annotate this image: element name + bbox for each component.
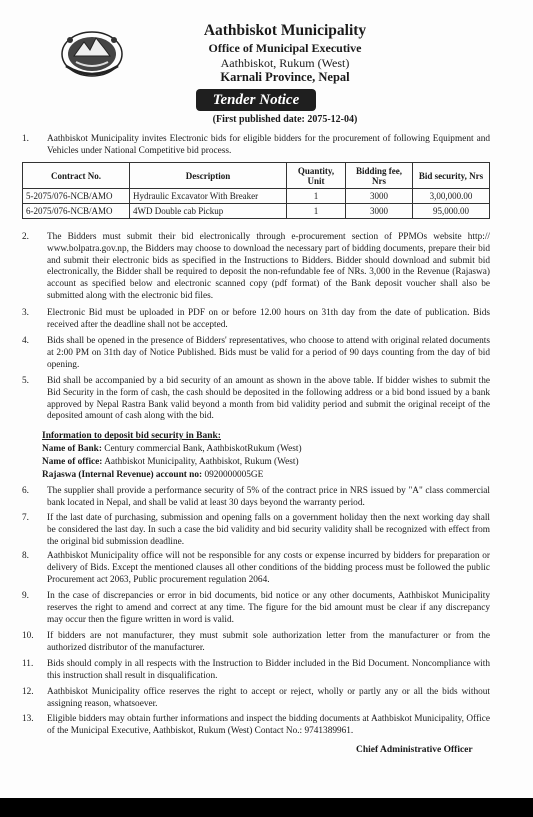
item-text: In the case of discrepancies or error in bid documents, bid notice or any other documents, Aathbiskot Municipality reserves the right to amend and correct at any time. The figure for the bid amount must be clear if any discrepancy may occur then the figure written in word is valid. xyxy=(47,591,490,625)
account-label: Rajaswa (Internal Revenue) account no: xyxy=(42,470,203,480)
item-number: 13. xyxy=(22,714,34,724)
published-date: (First published date: 2075-12-04) xyxy=(212,114,358,125)
table-cell: 1 xyxy=(287,204,346,219)
office-name: Office of Municipal Executive xyxy=(208,41,362,55)
item-number: 6. xyxy=(22,486,29,496)
column-header: Quantity, Unit xyxy=(287,163,346,189)
item-number: 8. xyxy=(22,551,29,561)
table-cell: 6-2075/076-NCB/AMO xyxy=(23,204,130,219)
item-number: 5. xyxy=(22,376,29,386)
item-text: The Bidders must submit their bid electronically through e-procurement section of PPMOs website http:// www.bolpatra.gov.np, the Bidders may choose to download the necessary part of bidding documents, prepare their bid and submit their electronic bids as specified in the Instructions to Bidders. Bidder should download and submit bid electronically, the Bidder shall be required to deposit the non-refundable fee of NRs. 3,000 in the Revenue (Rajaswa) account as specified below and electronic scanned copy (pdf format) of the Bank deposit voucher shall also be submitted along with the electronic bid files. xyxy=(47,232,490,301)
column-header: Bidding fee, Nrs xyxy=(346,163,413,189)
bank-name-label: Name of Bank: xyxy=(42,444,102,454)
item-text: Electronic Bid must be uploaded in PDF on or before 12.00 hours on 31th day from the date of publication. Bids received after the deadline shall not be accepted. xyxy=(47,308,490,330)
item-number: 4. xyxy=(22,336,29,346)
item-text: Aathbiskot Municipality office will not be responsible for any costs or expense incurred by bidders for preparation or delivery of Bids. Except the mentioned clauses all other conditions of the bidding process must be followed the public Procurement act 2063, Public procurement regulation 2064. xyxy=(47,551,490,585)
item-number: 2. xyxy=(22,232,29,242)
item-text: Aathbiskot Municipality invites Electronic bids for eligible bidders for the procurement of following Equipment and Vehicles under National Competitive bid process. xyxy=(47,134,490,156)
item-text: Bids should comply in all respects with the Instruction to Bidder included in the Bid Document. Noncompliance with this instruction shall result in disqualification. xyxy=(47,659,490,681)
bank-account-line xyxy=(42,470,263,482)
item-text: Aathbiskot Municipality office reserves the right to accept or reject, wholly or partly any or all the bids without assigning reason, whatsoever. xyxy=(47,687,490,709)
column-header: Bid security, Nrs xyxy=(413,163,490,189)
item-number: 9. xyxy=(22,591,29,601)
office-location: Aathbiskot, Rukum (West) xyxy=(220,56,350,70)
province-name: Karnali Province, Nepal xyxy=(220,70,350,84)
bank-office-line xyxy=(42,457,299,469)
item-text: If the last date of purchasing, submission and opening falls on a government holiday then the next working day shall be considered the last day. In such a case the bid validity and bid security validity shall be recognized with effect from the original bid submission deadline. xyxy=(47,513,490,547)
column-header: Contract No. xyxy=(23,163,130,189)
item-text: The supplier shall provide a performance security of 5% of the contract price in NRS issued by "A" class commercial bank located in Nepal, and shall be valid at least 30 days beyond the warranty period. xyxy=(47,486,490,508)
item-number: 3. xyxy=(22,308,29,318)
item-number: 1. xyxy=(22,134,29,144)
bank-name-line xyxy=(42,444,302,456)
item-number: 10. xyxy=(22,631,34,641)
office-value: Aathbiskot Municipality, Aathbiskot, Rukum (West) xyxy=(104,457,299,467)
table-cell: 3,00,000.00 xyxy=(413,189,490,204)
item-number: 7. xyxy=(22,513,29,523)
bid-table xyxy=(22,162,490,219)
account-value: 0920000005GE xyxy=(204,470,264,480)
table-header-row xyxy=(23,163,490,189)
table-cell: 5-2075/076-NCB/AMO xyxy=(23,189,130,204)
bank-info-heading: Information to deposit bid security in Bank: xyxy=(42,431,221,441)
office-label: Name of office: xyxy=(42,457,103,467)
signature-title: Chief Administrative Officer xyxy=(356,745,473,755)
table-cell: 3000 xyxy=(346,204,413,219)
item-text: Bid shall be accompanied by a bid security of an amount as shown in the above table. If bidder wishes to submit the Bid Security in the form of cash, the cash should be deposited in the following address or a bid bond issued by a bank approved by Nepal Rastra Bank valid beyond a month from bid validity period and submit the original receipt of the deposited amount of cash along with the bid. xyxy=(47,376,490,422)
municipality-name: Aathbiskot Municipality xyxy=(203,22,367,39)
item-number: 12. xyxy=(22,687,34,697)
table-cell: Hydraulic Excavator With Breaker xyxy=(130,189,287,204)
item-number: 11. xyxy=(22,659,34,669)
table-cell: 3000 xyxy=(346,189,413,204)
table-cell: 1 xyxy=(287,189,346,204)
column-header: Description xyxy=(130,163,287,189)
bottom-bar xyxy=(0,798,533,817)
notice-title: Tender Notice xyxy=(196,89,316,111)
nepal-emblem-icon xyxy=(60,26,124,78)
item-text: Eligible bidders may obtain further informations and inspect the bidding documents at Aathbiskot Municipality, Office of the Municipal Executive, Aathbiskot, Rukum (West) Contact No.: 9741389961. xyxy=(47,714,490,736)
table-cell: 95,000.00 xyxy=(413,204,490,219)
bank-name-value: Century commercial Bank, AathbiskotRukum (West) xyxy=(104,444,302,454)
table-row xyxy=(23,204,490,219)
table-cell: 4WD Double cab Pickup xyxy=(130,204,287,219)
table-row xyxy=(23,189,490,204)
item-text: Bids shall be opened in the presence of Bidders' representatives, who choose to attend with original related documents at 2:00 PM on 31th day of Notice Published. Bids must be valid for a period of 90 days counting from the day of bid opening. xyxy=(47,336,490,370)
item-text: If bidders are not manufacturer, they must submit sole authorization letter from the manufacturer or from the authorized distributor of the manufacturer. xyxy=(47,631,490,653)
